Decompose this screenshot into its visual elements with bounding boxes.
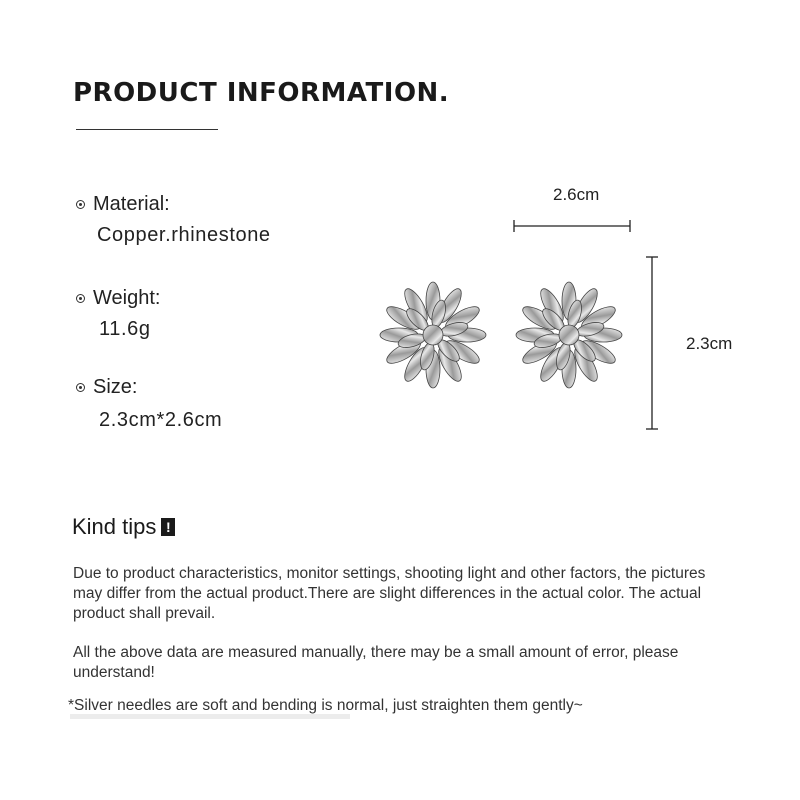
spec-weight-value: 11.6g — [99, 318, 151, 340]
height-dimension-line — [644, 254, 660, 432]
page-title: PRODUCT INFORMATION. — [73, 78, 450, 108]
right-earring-image — [508, 280, 630, 390]
exclamation-icon: ! — [161, 518, 175, 536]
spec-size-label: Size: — [93, 376, 138, 398]
left-earring-image — [372, 280, 494, 390]
disclaimer-paragraph: Due to product characteristics, monitor settings, shooting light and other factors, the pictures may differ from the actual product.There are slight differences in the actual color. The actual product shall prevail. — [73, 565, 706, 622]
spec-material-value: Copper.rhinestone — [97, 224, 271, 246]
spec-material — [76, 193, 271, 247]
width-dimension-line — [510, 218, 634, 234]
spec-size-value: 2.3cm*2.6cm — [99, 409, 223, 431]
radio-bullet-icon — [76, 294, 85, 303]
spec-weight — [76, 287, 160, 341]
needle-note: *Silver needles are soft and bending is normal, just straighten them gently~ — [68, 697, 583, 714]
radio-bullet-icon — [76, 383, 85, 392]
height-dimension-label: 2.3cm — [686, 334, 733, 353]
spec-size — [76, 376, 222, 432]
radio-bullet-icon — [76, 200, 85, 209]
title-divider — [76, 129, 218, 130]
spec-material-label: Material: — [93, 193, 170, 215]
width-dimension-label: 2.6cm — [553, 185, 600, 204]
measurement-paragraph: All the above data are measured manually, there may be a small amount of error, please understand! — [73, 644, 679, 681]
spec-weight-label: Weight: — [93, 287, 161, 309]
kind-tips-label: Kind tips — [72, 514, 157, 539]
kind-tips-heading — [72, 514, 175, 540]
